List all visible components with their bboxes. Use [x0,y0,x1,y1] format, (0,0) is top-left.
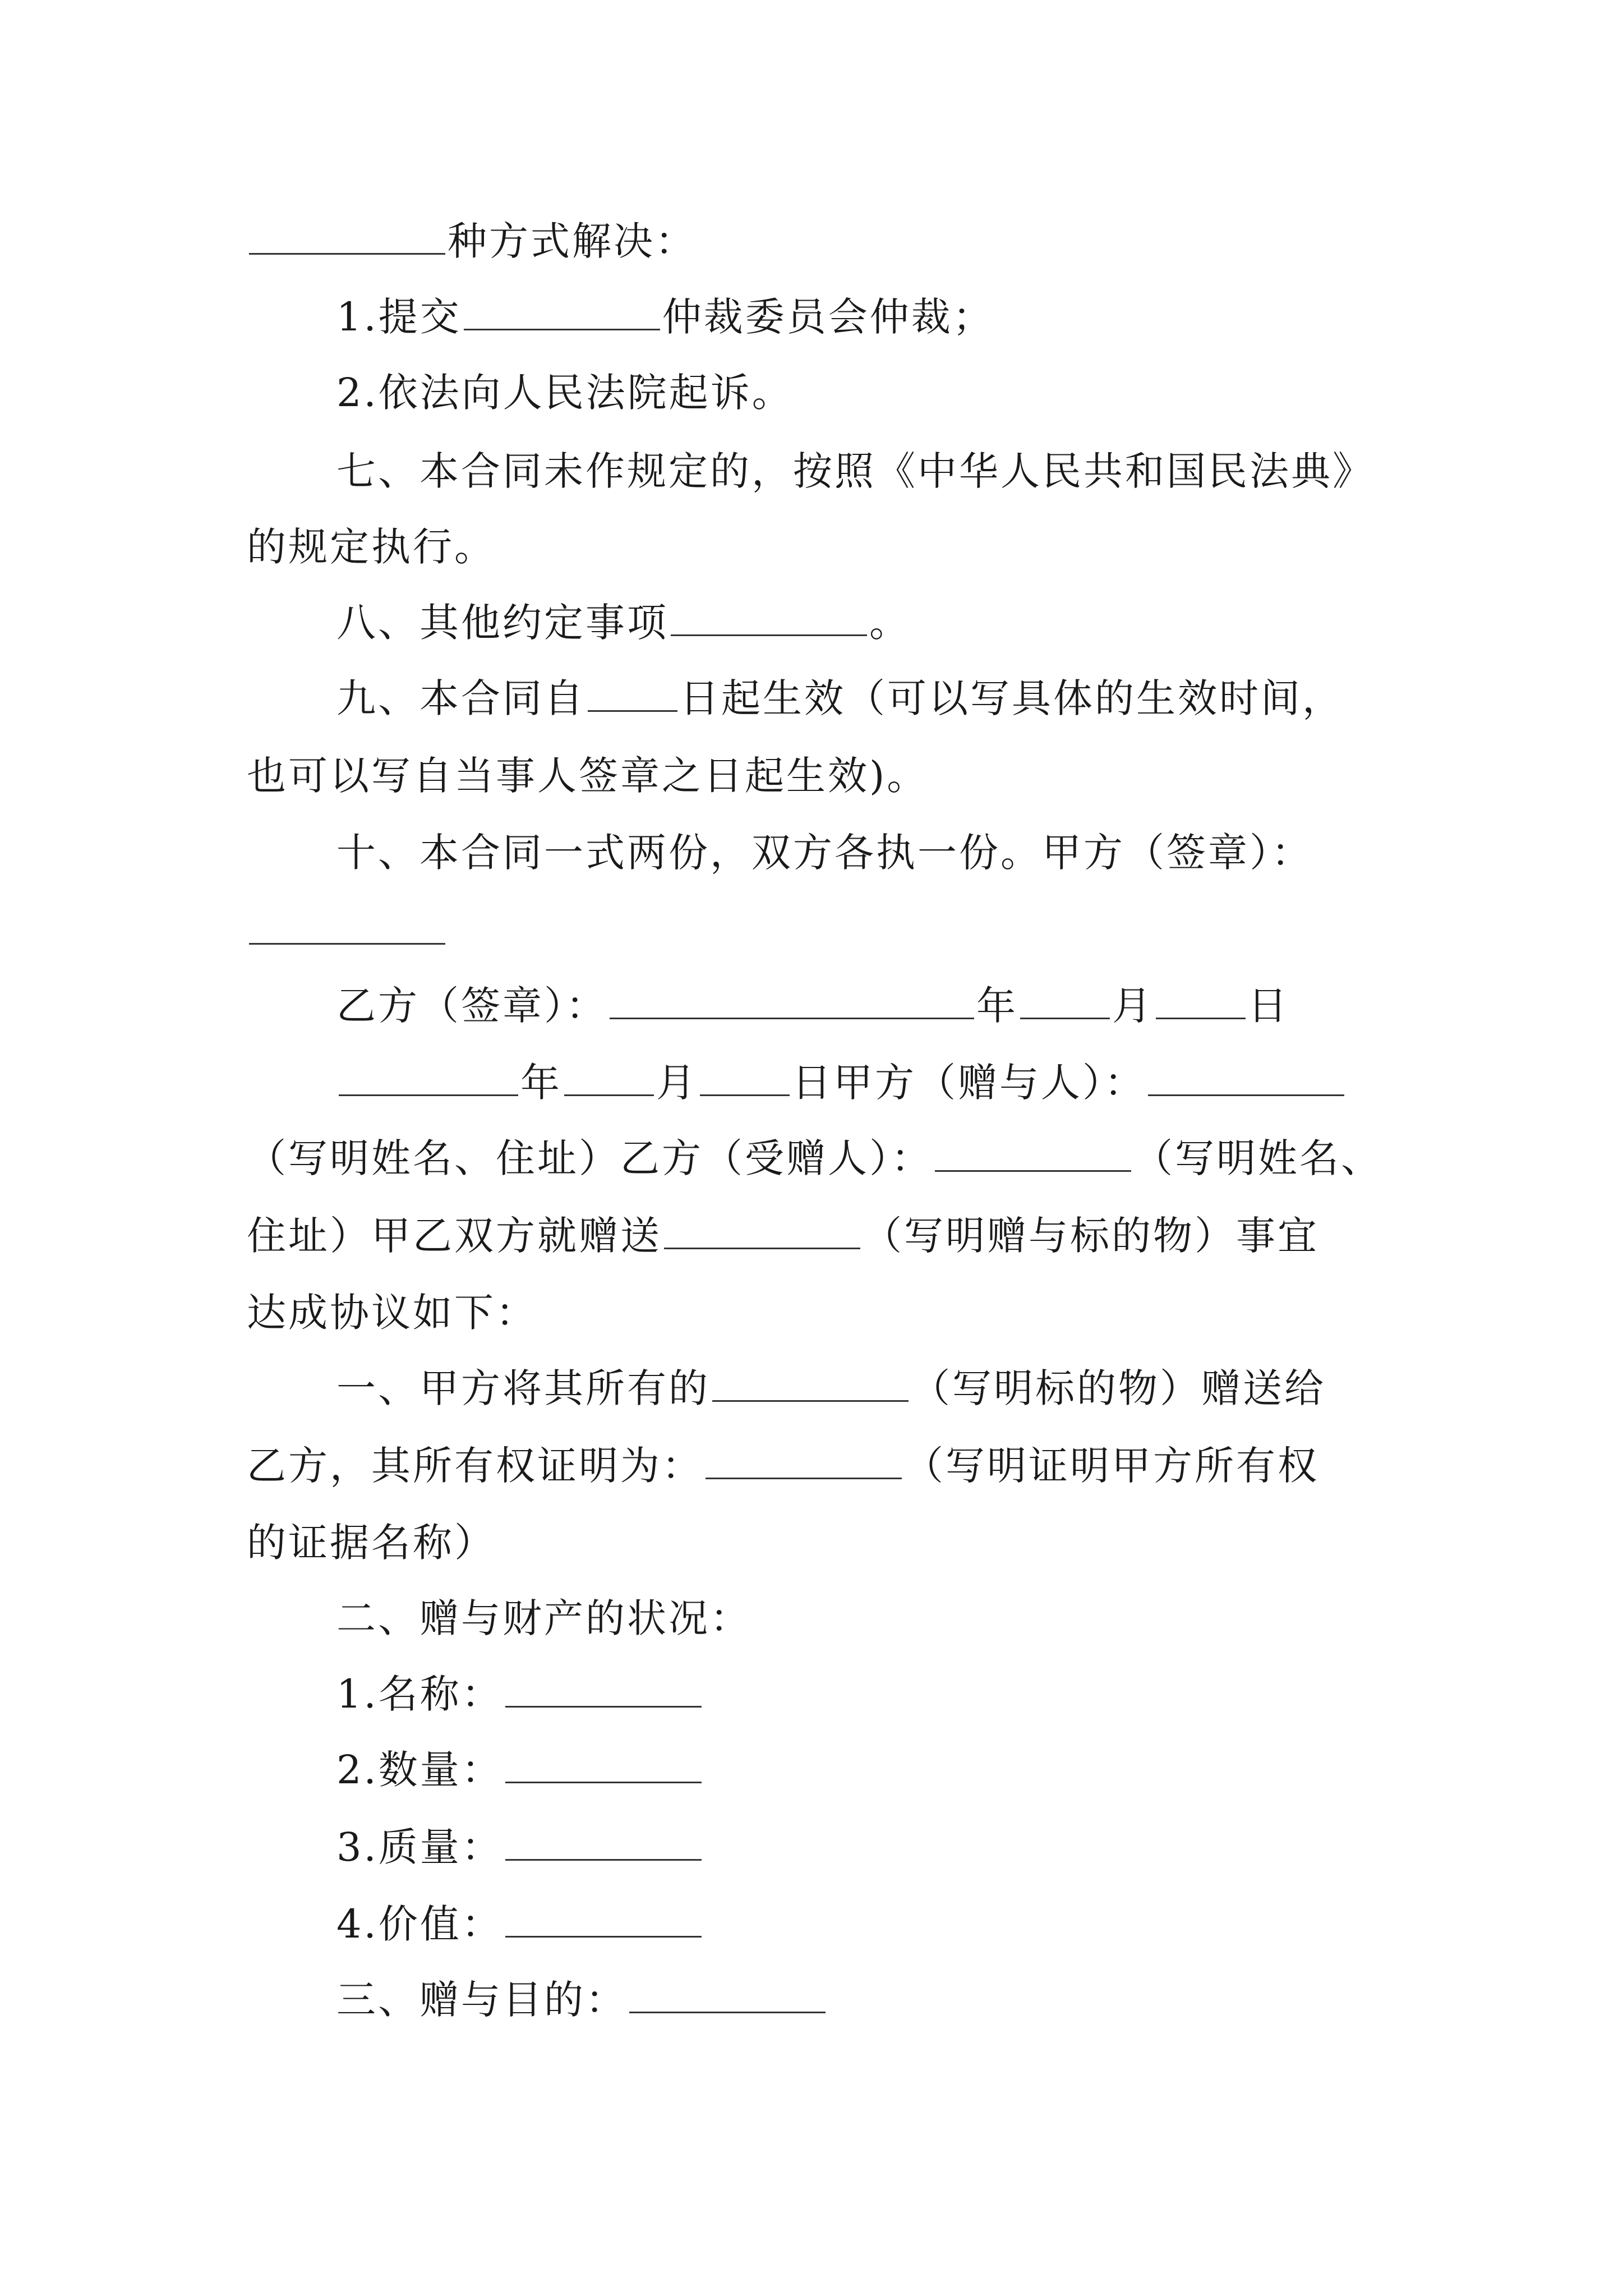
text-line [247,367,1486,418]
text-line [247,1057,1486,1108]
text-line [247,981,1486,1031]
blank-field [664,1213,860,1249]
text-line [247,1669,1486,1719]
text-line [247,1822,1486,1872]
blank-field [505,1901,702,1938]
blank-field [712,1365,909,1402]
text-line [247,1899,1486,1949]
text-segment: （写明姓名、 [1133,1135,1382,1181]
text-line [247,1211,1396,1261]
blank-field [706,1443,902,1479]
blank-field [505,1747,702,1783]
text-line [247,1363,1486,1414]
text-segment: （写明姓名、住址）乙方（受赠人）： [247,1135,933,1181]
blank-field [610,983,974,1019]
text-segment: 4.价值： [336,1901,503,1947]
text-segment: 的证据名称） [247,1520,496,1566]
blank-field [249,908,445,945]
text-segment: 2.依法向人民法院起诉。 [336,370,794,416]
text-line [247,827,1486,878]
blank-field [1148,1060,1344,1096]
text-segment: 1.提交 [336,294,462,340]
text-line [247,522,1396,572]
blank-field [1020,983,1110,1019]
text-segment: 2.数量： [336,1747,503,1793]
text-segment: （写明标的物）赠送给 [911,1365,1326,1411]
text-line [247,751,1396,801]
blank-field [464,294,660,330]
text-segment: 八、其他约定事项 [336,600,668,646]
text-segment: 住址）甲乙双方就赠送 [247,1213,662,1259]
text-segment: （写明证明甲方所有权 [904,1443,1319,1489]
blank-field [564,1060,654,1096]
text-line [247,216,1396,266]
text-segment: 种方式解决： [448,218,697,264]
text-segment: 十、本合同一式两份，双方各执一份。甲方（签章）： [336,830,1313,876]
blank-field [249,218,445,255]
text-segment: 日甲方（赠与人）： [792,1060,1146,1106]
blank-field [588,675,677,712]
text-segment: 。 [869,600,911,646]
text-segment: 达成协议如下： [247,1290,537,1336]
text-line [247,446,1486,496]
text-line [247,673,1486,724]
blank-field [935,1135,1131,1172]
text-line [247,1745,1486,1795]
text-segment: 年 [976,983,1018,1029]
blank-field [505,1824,702,1861]
text-segment: 乙方，其所有权证明为： [247,1443,703,1489]
text-line [247,1133,1396,1184]
text-line [247,1517,1396,1568]
text-segment: 3.质量： [336,1824,503,1870]
blank-field [1156,983,1246,1019]
text-line [247,1441,1396,1491]
text-segment: 月 [656,1060,698,1106]
text-segment: 也可以写自当事人签章之日起生效)。 [247,753,929,799]
blank-field [700,1060,790,1096]
text-line [247,292,1486,342]
text-line [247,1975,1486,2025]
text-line [247,1593,1486,1644]
text-segment: 日 [1248,983,1289,1029]
text-segment: 乙方（签章）： [336,983,607,1029]
text-segment: 七、本合同未作规定的，按照《中华人民共和国民法典》 [336,448,1374,494]
text-segment: 日起生效（可以写具体的生效时间， [680,675,1344,721]
text-segment: （写明赠与标的物）事宜 [863,1213,1319,1259]
text-line [247,1287,1396,1338]
text-segment: 年 [520,1060,562,1106]
text-segment: 一、甲方将其所有的 [336,1365,710,1411]
text-segment: 仲裁委员会仲裁； [662,294,994,340]
text-segment: 的规定执行。 [247,524,496,570]
text-segment: 九、本合同自 [336,675,585,721]
blank-field [629,1977,826,2013]
text-line [247,597,1486,648]
blank-field [339,1060,518,1096]
blank-field [671,600,867,636]
blank-field [505,1671,702,1708]
text-segment: 月 [1112,983,1154,1029]
text-line [247,906,1396,956]
text-segment: 三、赠与目的： [336,1977,627,2023]
text-segment: 1.名称： [336,1671,503,1717]
text-segment: 二、赠与财产的状况： [336,1595,751,1641]
